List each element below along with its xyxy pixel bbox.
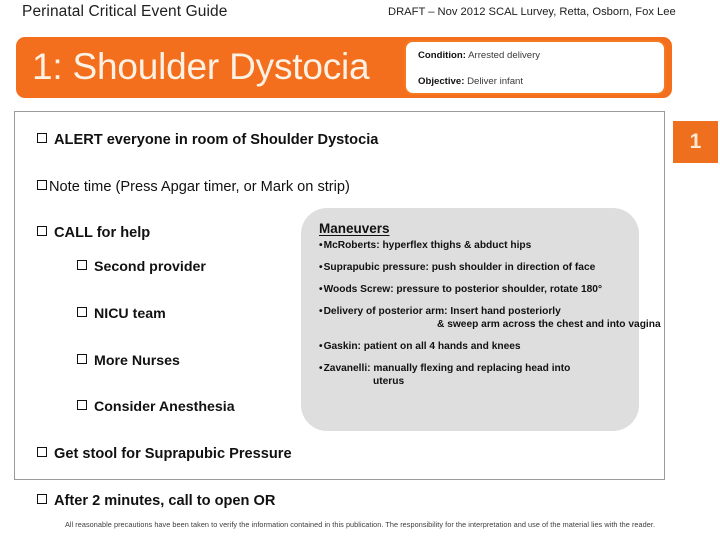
- draft-credit-line: DRAFT – Nov 2012 SCAL Lurvey, Retta, Osborn, Fox Lee: [388, 6, 676, 18]
- condition-objective-card: [404, 40, 666, 95]
- checklist-item-label: Second provider: [94, 259, 206, 275]
- bullet-icon: •: [319, 363, 323, 374]
- checklist-item[interactable]: [37, 225, 337, 241]
- maneuver-item-text: Gaskin: patient on all 4 hands and knees: [323, 341, 521, 352]
- maneuver-item: [319, 305, 661, 331]
- checklist-item-label: CALL for help: [54, 225, 151, 241]
- checklist-item[interactable]: [37, 306, 337, 322]
- checkbox-icon[interactable]: [37, 133, 47, 143]
- checklist-item-label: NICU team: [94, 306, 166, 322]
- bullet-icon: •: [319, 284, 323, 295]
- maneuver-item: [319, 283, 639, 296]
- title-bar: [16, 37, 672, 98]
- checklist-item[interactable]: [37, 179, 350, 195]
- checkbox-icon[interactable]: [37, 494, 47, 504]
- checkbox-icon[interactable]: [37, 447, 47, 457]
- main-content-box: [14, 111, 665, 509]
- step-number-badge: 1: [673, 121, 718, 163]
- maneuvers-panel: [301, 208, 661, 431]
- maneuver-item-text: McRoberts: hyperflex thighs & abduct hips: [323, 240, 532, 251]
- maneuver-item-continuation: & sweep arm across the chest and into vagina: [437, 319, 661, 330]
- condition-row: [418, 50, 664, 62]
- maneuver-item: [319, 261, 639, 274]
- checklist-item-label: Get stool for Suprapubic Pressure: [54, 446, 292, 462]
- checklist-item[interactable]: [37, 259, 337, 275]
- condition-value: Arrested delivery: [468, 50, 541, 61]
- bullet-icon: •: [319, 262, 323, 273]
- checklist-item[interactable]: [37, 446, 337, 462]
- checklist-item[interactable]: [37, 132, 379, 148]
- checkbox-icon[interactable]: [37, 226, 47, 236]
- checklist-item-label: After 2 minutes, call to open OR: [54, 493, 276, 509]
- footer-disclaimer: All reasonable precautions have been taken to verify the information contained in this publication. The responsibility for the interpretation and use of the material lies with the reader.: [64, 520, 656, 529]
- objective-value: Deliver infant: [467, 76, 524, 87]
- checklist-item-label: ALERT everyone in room of Shoulder Dystocia: [54, 132, 379, 148]
- checkbox-icon[interactable]: [77, 260, 87, 270]
- maneuver-item: [319, 239, 639, 252]
- maneuver-item-text: Delivery of posterior arm: Insert hand posteriorly: [323, 306, 561, 317]
- checklist-item-label: More Nurses: [94, 353, 180, 369]
- guide-title: Perinatal Critical Event Guide: [22, 3, 228, 20]
- page-title: 1: Shoulder Dystocia: [32, 46, 370, 87]
- maneuver-item: [319, 362, 639, 388]
- checklist-item-label: Consider Anesthesia: [94, 399, 235, 415]
- bullet-icon: •: [319, 240, 323, 251]
- checklist-item[interactable]: [37, 399, 337, 415]
- page-header: [0, 0, 720, 30]
- checkbox-icon[interactable]: [77, 400, 87, 410]
- objective-label: Objective:: [418, 76, 465, 87]
- condition-label: Condition:: [418, 50, 466, 61]
- maneuver-item-text: Suprapubic pressure: push shoulder in direction of face: [323, 262, 596, 273]
- checkbox-icon[interactable]: [77, 354, 87, 364]
- maneuver-item: [319, 340, 639, 353]
- checklist-item[interactable]: [37, 493, 337, 509]
- checkbox-icon[interactable]: [37, 180, 47, 190]
- bullet-icon: •: [319, 341, 323, 352]
- maneuvers-list: [319, 239, 661, 388]
- checkbox-icon[interactable]: [77, 307, 87, 317]
- checklist-item-label: Note time (Press Apgar timer, or Mark on strip): [49, 179, 350, 195]
- objective-row: [418, 76, 664, 88]
- bullet-icon: •: [319, 306, 323, 317]
- maneuver-item-text: Woods Screw: pressure to posterior shoulder, rotate 180°: [323, 284, 603, 295]
- maneuver-item-text: Zavanelli: manually flexing and replacing head into: [323, 363, 571, 374]
- checklist-item[interactable]: [37, 353, 337, 369]
- maneuvers-heading: Maneuvers: [319, 221, 390, 236]
- maneuver-item-continuation: uterus: [373, 376, 405, 387]
